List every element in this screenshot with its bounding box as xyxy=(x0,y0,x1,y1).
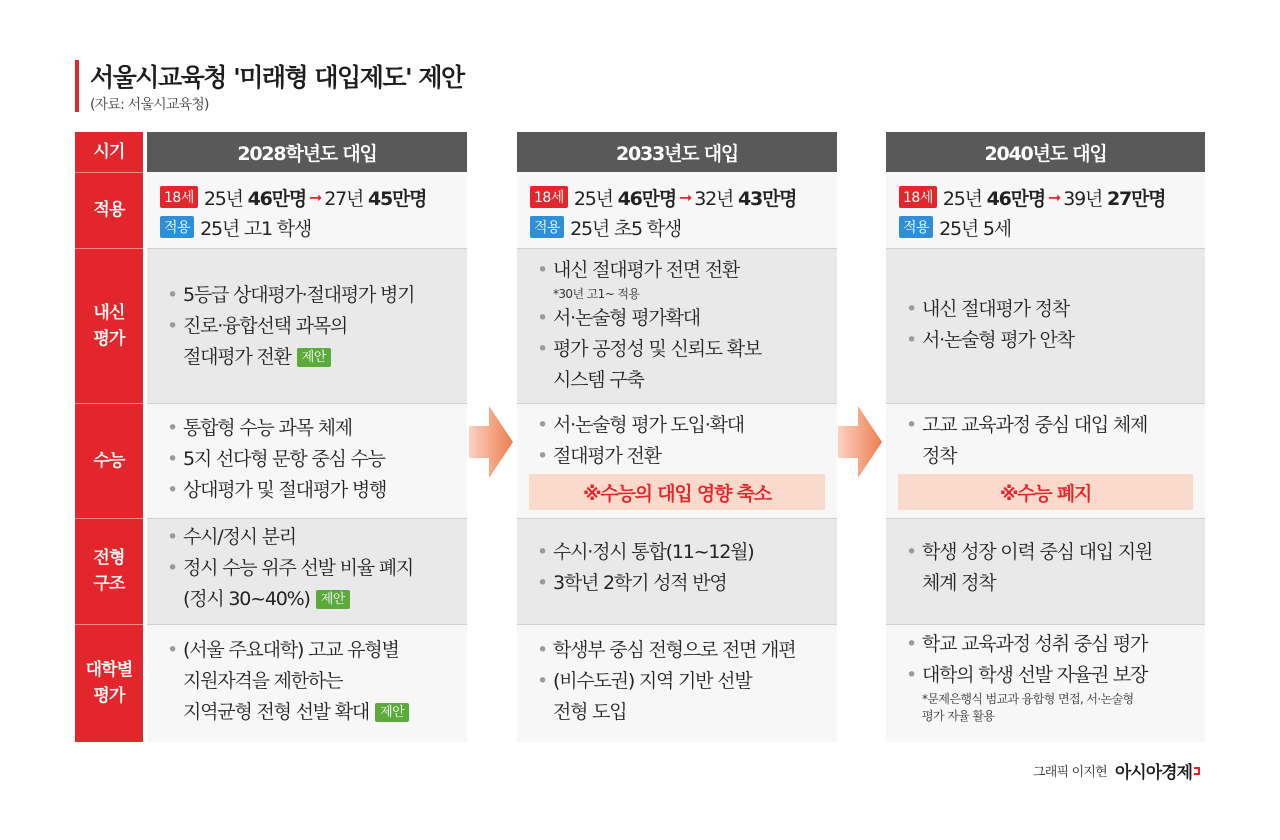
list-item: • 서·논술형 평가 도입·확대 xyxy=(537,410,829,441)
suneung-notice-box: ※수능의 대입 영향 축소 xyxy=(529,474,825,510)
list-item: • 학생 성장 이력 중심 대입 지원 체계 정착 xyxy=(906,537,1197,599)
footnote: 평가 자율 활용 xyxy=(922,709,995,723)
proposal-tag: 제안 xyxy=(297,348,331,367)
arrow-right-icon: ➞ xyxy=(1047,187,1061,207)
suneung-list xyxy=(537,410,829,472)
title-accent-bar xyxy=(75,60,79,112)
age-badge: 18세 xyxy=(899,186,937,208)
list-item: • 진로·융합선택 과목의 절대평가 전환 제안 xyxy=(167,311,459,373)
list-item: • 통합형 수능 과목 체제 xyxy=(167,413,459,444)
structure-list xyxy=(906,537,1197,599)
brand-logo: 아시아경제 xyxy=(1114,763,1192,783)
apply-badge: 적용 xyxy=(530,216,564,238)
apply-badge: 적용 xyxy=(160,216,194,238)
list-item: • 내신 절대평가 정착 xyxy=(906,294,1197,325)
list-item: • 평가 공정성 및 신뢰도 확보 시스템 구축 xyxy=(537,334,829,396)
list-item: • 5지 선다형 문항 중심 수능 xyxy=(167,444,459,475)
list-item: • 상대평가 및 절대평가 병행 xyxy=(167,475,459,506)
list-item: • 3학년 2학기 성적 반영 xyxy=(537,568,829,599)
age-badge: 18세 xyxy=(160,186,198,208)
univ-list xyxy=(537,635,829,728)
list-item: • (비수도권) 지역 기반 선발 전형 도입 xyxy=(537,666,829,728)
label-structure: 전형 구조 xyxy=(93,548,125,594)
proposal-tag: 제안 xyxy=(375,703,409,722)
structure-list xyxy=(537,537,829,599)
univ-list xyxy=(906,629,1197,725)
suneung-list xyxy=(167,413,459,506)
label-naesin: 내신 평가 xyxy=(93,302,125,349)
proposal-tag: 제안 xyxy=(316,590,350,609)
list-item: • 내신 절대평가 전면 전환 xyxy=(537,255,829,286)
brand-mark-icon xyxy=(1194,767,1200,775)
credit xyxy=(1033,758,1200,783)
list-item: • 수시·정시 통합(11~12월) xyxy=(537,537,829,568)
graphic-credit: 그래픽 이지현 xyxy=(1032,765,1107,780)
column-2028 xyxy=(147,132,467,742)
label-apply: 적용 xyxy=(93,200,125,220)
column-header: 2040년도 대입 xyxy=(886,132,1205,172)
column-header: 2028학년도 대입 xyxy=(147,132,467,172)
list-item: • 학교 교육과정 성취 중심 평가 xyxy=(906,629,1197,660)
list-item: • 대학의 학생 선발 자율권 보장 xyxy=(906,660,1197,691)
column-header: 2033년도 대입 xyxy=(517,132,837,172)
column-2040 xyxy=(886,132,1205,742)
list-item: • 정시 수능 위주 선발 비율 폐지 (정시 30~40%) 제안 xyxy=(167,553,459,615)
univ-list xyxy=(167,635,459,728)
arrow-right-icon xyxy=(838,402,884,482)
footnote: *30년 고1~ 적용 xyxy=(553,287,640,301)
list-item: • 서·논술형 평가확대 xyxy=(537,303,829,334)
list-item: • (서울 주요대학) 고교 유형별 지원자격을 제한하는 지역균형 전형 선발 확대 제안 xyxy=(167,635,459,728)
apply-row: 18세 25년 46만명 ➞ 27년 45만명 적용 25년 고1 학생 xyxy=(147,172,467,248)
arrow-right-icon: ➞ xyxy=(678,187,692,207)
naesin-list xyxy=(167,280,459,373)
footnote: *문제은행식 범교과 융합형 면접, 서·논술형 xyxy=(922,692,1134,706)
naesin-list xyxy=(906,294,1197,356)
list-item: • 절대평가 전환 xyxy=(537,441,829,472)
age-badge: 18세 xyxy=(530,186,568,208)
structure-list xyxy=(167,522,459,615)
arrow-right-icon xyxy=(469,402,515,482)
label-suneung: 수능 xyxy=(93,450,125,471)
list-item: • 학생부 중심 전형으로 전면 개편 xyxy=(537,635,829,666)
list-item: • 5등급 상대평가·절대평가 병기 xyxy=(167,280,459,311)
label-period: 시기 xyxy=(93,142,125,162)
apply-badge: 적용 xyxy=(899,216,933,238)
column-2033 xyxy=(517,132,837,742)
apply-row: 18세 25년 46만명 ➞ 39년 27만명 적용 25년 5세 xyxy=(886,172,1205,248)
label-univ: 대학별 평가 xyxy=(85,660,133,706)
list-item: • 수시/정시 분리 xyxy=(167,522,459,553)
page-title: 서울시교육청 '미래형 대입제도' 제안 xyxy=(90,63,464,92)
list-item: • 서·논술형 평가 안착 xyxy=(906,325,1197,356)
row-label-column xyxy=(75,132,143,742)
list-item: • 고교 교육과정 중심 대입 체제 정착 xyxy=(906,410,1197,472)
suneung-notice-box: ※수능 폐지 xyxy=(898,474,1193,510)
naesin-list xyxy=(537,255,829,396)
source-note: (자료: 서울시교육청) xyxy=(90,97,209,113)
suneung-list xyxy=(906,410,1197,472)
arrow-right-icon: ➞ xyxy=(308,187,322,207)
apply-row: 18세 25년 46만명 ➞ 32년 43만명 적용 25년 초5 학생 xyxy=(517,172,837,248)
